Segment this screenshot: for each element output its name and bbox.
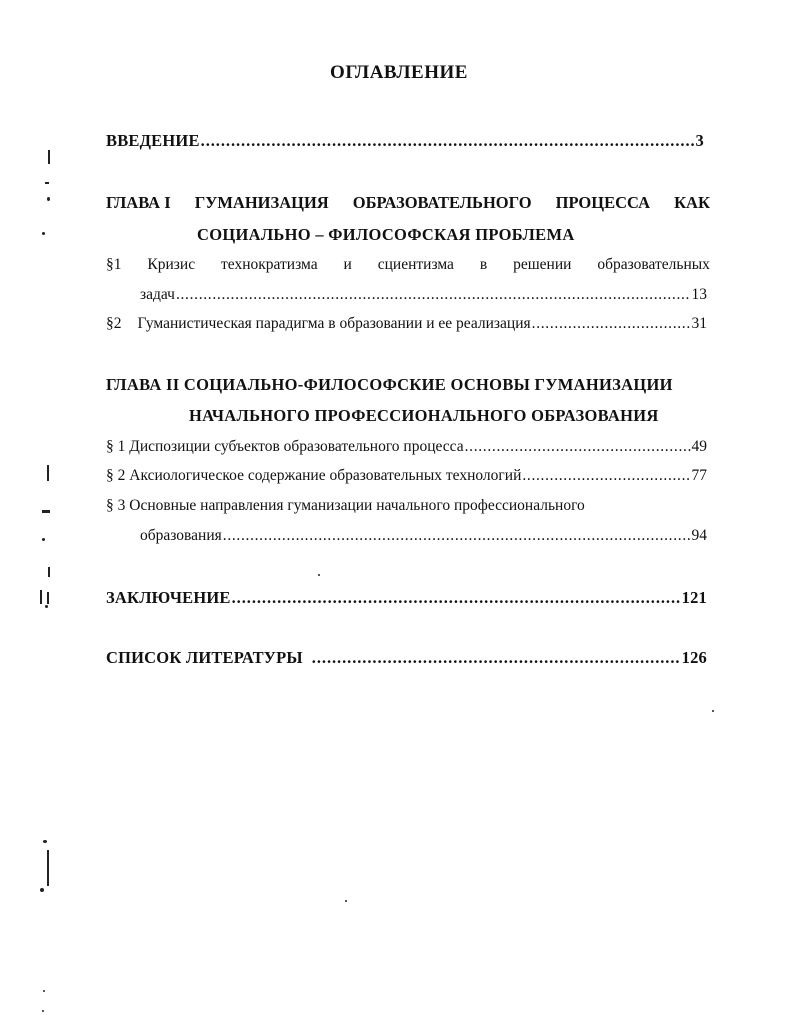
leader-dots [532,314,691,334]
chapter1-section1-line1 [106,256,710,274]
scan-mark [45,182,49,184]
scan-speck [47,197,50,201]
chapter2-section3-line1 [106,496,707,516]
leader-dots [176,285,691,305]
scan-mark [40,590,42,604]
chapter1-section2 [106,314,707,334]
leader-dots [201,131,695,151]
toc-entry-label: задач [140,286,175,303]
chapter1-word: КАК [674,193,710,212]
scan-mark [47,850,49,886]
chapter2-section3-line2 [140,526,707,546]
leader-dots [223,526,691,546]
chapter1-word: ПРОЦЕССА [555,193,651,212]
toc-entry-page: 121 [681,588,707,607]
scan-mark [48,150,50,164]
scan-speck [42,232,45,235]
toc-entry-label: ВВЕДЕНИЕ [106,131,200,150]
toc-entry-page: 94 [691,527,707,544]
leader-dots [232,588,681,608]
toc-entry-label: § 1 Диспозиции субъектов образовательного процесса [106,438,464,455]
section-word: образовательных [597,256,710,273]
leader-dots [312,648,681,668]
scan-speck [345,900,347,902]
section-word: технократизма [221,256,318,273]
section-word: Кризис [147,256,196,273]
scan-speck [712,710,714,712]
section-number: §1 [106,256,122,273]
toc-entry-conclusion [106,588,707,608]
chapter2-heading-line1: ГЛАВА II СОЦИАЛЬНО-ФИЛОСОФСКИЕ ОСНОВЫ ГУМАНИЗАЦИИ [106,375,673,394]
chapter1-heading-line2: СОЦИАЛЬНО – ФИЛОСОФСКАЯ ПРОБЛЕМА [197,225,575,244]
leader-dots [465,437,691,457]
toc-entry-page: 49 [691,438,707,455]
toc-entry-page: 126 [681,648,707,667]
chapter1-word: ОБРАЗОВАТЕЛЬНОГО [352,193,532,212]
section-number: §2 [106,315,122,332]
chapter2-heading-line2: НАЧАЛЬНОГО ПРОФЕССИОНАЛЬНОГО ОБРАЗОВАНИЯ [189,406,659,425]
section-word: решении [513,256,572,273]
chapter2-section1 [106,437,707,457]
scan-mark [47,465,49,481]
toc-entry-page: 13 [691,286,707,303]
toc-entry-label: СПИСОК ЛИТЕРАТУРЫ [106,648,303,667]
scan-speck [43,840,47,843]
scan-speck [40,888,44,892]
chapter2-section2 [106,466,707,486]
toc-entry-label: § 3 Основные направления гуманизации начального профессионального [106,497,585,514]
scan-speck [42,1010,44,1012]
toc-entry-label: Гуманистическая парадигма в образовании и ее реализация [137,315,531,332]
toc-entry-intro [106,131,704,151]
toc-entry-page: 77 [691,467,707,484]
toc-entry-label: ЗАКЛЮЧЕНИЕ [106,588,231,607]
scan-speck [42,538,45,541]
section-word: и [343,256,352,273]
chapter1-heading-line1 [106,193,710,213]
scan-speck [318,574,320,576]
toc-entry-page: 31 [691,315,707,332]
toc-entry-page: 3 [695,131,704,150]
scan-mark [47,592,49,604]
chapter1-section1-line2 [140,285,707,305]
section-word: сциентизма [377,256,454,273]
section-word: в [479,256,488,273]
toc-entry-label: § 2 Аксиологическое содержание образовательных технологий [106,467,522,484]
chapter1-word: ГУМАНИЗАЦИЯ [194,193,329,212]
toc-title: ОГЛАВЛЕНИЕ [330,62,468,83]
toc-entry-label: образования [140,527,222,544]
chapter1-prefix: ГЛАВА I [106,193,171,212]
scan-mark [42,510,50,513]
leader-dots [522,466,690,486]
scan-mark [48,567,50,577]
scan-speck [45,605,48,608]
scan-speck [43,990,45,992]
toc-entry-references [106,648,707,668]
